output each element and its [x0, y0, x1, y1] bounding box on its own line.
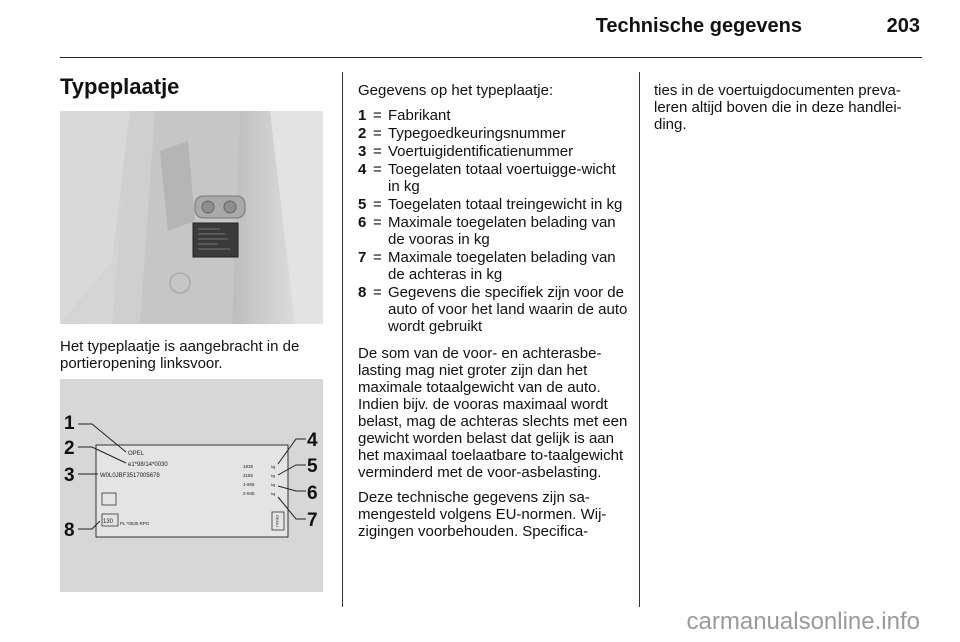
legend-equals: =	[373, 284, 382, 301]
watermark-text: carmanualsonline.info	[686, 608, 920, 635]
eu-norms-paragraph: Deze technische gegevens zijn sa-mengesteld volgens EU-normen. Wij-zigingen voorbehouden. Specifica-	[358, 489, 607, 540]
legend-list	[358, 107, 630, 335]
legend-item	[358, 161, 630, 195]
legend-column	[358, 82, 630, 540]
legend-text: Voertuigidentificatienummer	[388, 143, 574, 160]
legend-equals: =	[373, 143, 382, 160]
plate-weight-3: 1-955	[243, 482, 255, 487]
plate-approval: e1*98/14*0030	[128, 462, 168, 468]
legend-item	[358, 249, 630, 283]
legend-equals: =	[373, 196, 382, 213]
plate-weight-2: 3185	[243, 473, 254, 478]
legend-item	[358, 107, 630, 124]
continuation-paragraph: ties in de voertuigdocumenten preva-leren altijd boven die in deze handlei-ding.	[654, 82, 902, 133]
legend-number: 7	[358, 249, 367, 266]
plate-unit-1: kg	[271, 464, 276, 469]
door-pillar-illustration	[60, 111, 323, 324]
legend-text: Fabrikant	[388, 107, 451, 124]
callout-4: 4	[307, 430, 318, 451]
section-title: Typeplaatje	[60, 74, 180, 99]
legend-item	[358, 125, 630, 142]
legend-number: 4	[358, 161, 367, 178]
legend-number: 2	[358, 125, 367, 142]
legend-equals: =	[373, 125, 382, 142]
location-paragraph: Het typeplaatje is aangebracht in de portieropening linksvoor.	[60, 338, 300, 372]
plate-bottom-text: PL *0535 RPO	[120, 521, 150, 526]
legend-equals: =	[373, 214, 382, 231]
legend-text: Toegelaten totaal voertuigge-wicht in kg	[388, 161, 616, 195]
type-plate-diagram	[60, 379, 323, 592]
legend-item	[358, 196, 630, 213]
legend-equals: =	[373, 249, 382, 266]
callout-7: 7	[307, 510, 318, 531]
plate-brand: OPEL	[128, 451, 145, 457]
legend-equals: =	[373, 161, 382, 178]
plate-weight-4: 2-945	[243, 491, 255, 496]
plate-unit-4: kg	[271, 491, 276, 496]
legend-text: Maximale toegelaten belading van de achteras in kg	[388, 249, 616, 283]
page-number: 203	[886, 15, 920, 37]
callout-3: 3	[64, 465, 75, 486]
door-pillar-photo	[60, 111, 323, 324]
column-divider-1	[342, 72, 343, 607]
legend-item	[358, 284, 630, 335]
legend-text: Typegoedkeuringsnummer	[388, 125, 566, 142]
callout-5: 5	[307, 456, 318, 477]
callout-8: 8	[64, 520, 75, 541]
legend-number: 1	[358, 107, 367, 124]
legend-item	[358, 143, 630, 160]
legend-text: Gegevens die specifiek zijn voor de auto of voor het land waarin de auto wordt gebruikt	[388, 284, 628, 335]
legend-intro: Gegevens op het typeplaatje:	[358, 82, 554, 99]
legend-number: 5	[358, 196, 367, 213]
plate-vin: W0L0JBF3517005678	[100, 473, 160, 479]
legend-number: 3	[358, 143, 367, 160]
callout-2: 2	[64, 438, 75, 459]
legend-text: Maximale toegelaten belading van de vooras in kg	[388, 214, 616, 248]
legend-text: Toegelaten totaal treingewicht in kg	[388, 196, 623, 213]
running-header-title: Technische gegevens	[595, 15, 802, 37]
type-plate-svg	[60, 379, 323, 592]
plate-unit-3: kg	[271, 482, 276, 487]
plate-code: 130	[103, 519, 114, 525]
column-divider-2	[639, 72, 640, 607]
plate-unit-2: kg	[271, 473, 276, 478]
axle-load-paragraph: De som van de voor- en achterasbe-lasting mag niet groter zijn dan het maximale totaalgewicht van de auto. Indien bijv. de vooras maximaal wordt belast, mag de achteras slechts met een gewicht worden belast dat gelijk is aan het maximaal toelaatbare to-taalgewicht verminderd met de voor-asbelasting.	[358, 345, 628, 481]
legend-equals: =	[373, 107, 382, 124]
callout-1: 1	[64, 413, 75, 434]
callout-6: 6	[307, 483, 318, 504]
legend-number: 6	[358, 214, 367, 231]
legend-number: 8	[358, 284, 367, 301]
header-rule	[60, 57, 922, 58]
legend-item	[358, 214, 630, 248]
plate-side-text: DKMU	[275, 515, 280, 527]
plate-weight-1: 1835	[243, 464, 254, 469]
